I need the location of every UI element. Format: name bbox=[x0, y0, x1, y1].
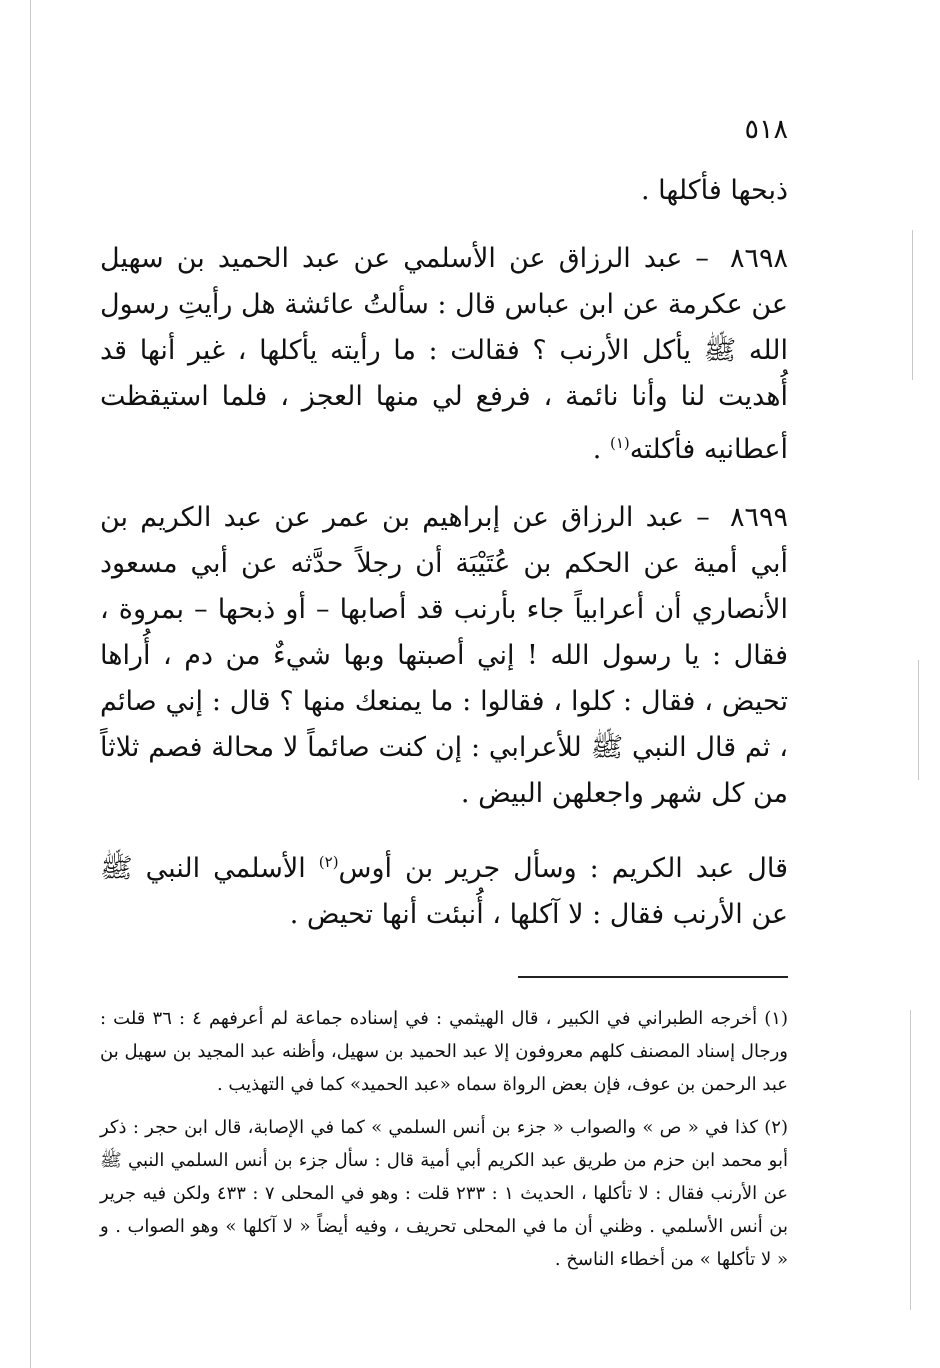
hadith-number: ٨٦٩٩ bbox=[729, 502, 788, 533]
footnotes bbox=[100, 1002, 788, 1276]
footnote-reference[interactable]: (٢) bbox=[318, 853, 339, 871]
hadith-8699 bbox=[100, 495, 788, 817]
hadith-text: – عبد الرزاق عن الأسلمي عن عبد الحميد بن سهيل عن عكرمة عن ابن عباس قال : سألتُ عائشة هل رأيتِ رسول الله ﷺ يأكل الأرنب ؟ فقالت : ما رأيته يأكلها ، غير أنها قد أُهديت لنا وأنا نائمة ، فرفع لي منها العجز ، فلما استيقظت أعطانيه فأكلته bbox=[100, 243, 788, 465]
scan-edge-line-left bbox=[30, 0, 31, 1368]
page-number: ٥١٨ bbox=[744, 114, 788, 145]
book-page bbox=[100, 110, 788, 1276]
continuation-text: ذبحها فأكلها . bbox=[641, 175, 788, 206]
hadith-8698 bbox=[100, 236, 788, 473]
report-text-before-reference: قال عبد الكريم : وسأل جرير بن أوس bbox=[338, 853, 789, 884]
scan-edge-line-right-lower bbox=[910, 1010, 911, 1310]
scan-edge-line-right-upper bbox=[912, 230, 913, 380]
hadith-end: . bbox=[592, 434, 610, 465]
footnote-2: (٢) كذا في « ص » والصواب « جزء بن أنس السلمي » كما في الإصابة، قال ابن حجر : ذكر أبو محمد ابن حزم من طريق عبد الكريم أبي أمية قال : سأل جزء بن أنس السلمي النبي ﷺ عن الأرنب فقال : لا تأكلها ، الحديث ١ : ٢٣٣ قلت : وهو في المحلى ٧ : ٤٣٣ ولكن فيه جرير بن أنس الأسلمي . وظني أن ما في المحلى تحريف ، وفيه أيضاً « لا آكلها » وهو الصواب . و « لا تأكلها » من أخطاء الناسخ . bbox=[100, 1117, 789, 1270]
hadith-number: ٨٦٩٨ bbox=[729, 243, 788, 274]
footnote-1: (١) أخرجه الطبراني في الكبير ، قال الهيثمي : في إسناده جماعة لم أعرفهم ٤ : ٣٦ قلت : ورجال إسناد المصنف كلهم معروفون إلا عبد الحميد بن سهيل، وأظنه عبد المجيد بن سهيل بن عبد الرحمن بن عوف، فإن بعض الرواة سماه «عبد الحميد» كما في التهذيب . bbox=[100, 1008, 788, 1095]
footnote-divider bbox=[518, 976, 788, 978]
footnote-reference[interactable]: (١) bbox=[609, 434, 630, 452]
scan-edge-line-right-middle bbox=[918, 660, 919, 780]
hadith-text: – عبد الرزاق عن إبراهيم بن عمر عن عبد الكريم بن أبي أمية عن الحكم بن عُتَيْبَة أن رجلاً حدَّثه عن أبي مسعود الأنصاري أن أعرابياً جاء بأرنب قد أصابها – أو ذبحها – بمروة ، فقال : يا رسول الله ! إني أصبتها وبها شيءٌ من دم ، أُراها تحيض ، فقال : كلوا ، فقالوا : ما يمنعك منها ؟ قال : إني صائم ، ثم قال النبي ﷺ للأعرابي : إن كنت صائماً لا محالة فصم ثلاثاً من كل شهر واجعلهن البيض . bbox=[100, 502, 788, 809]
report-text-after-reference: الأسلمي النبي ﷺ عن الأرنب فقال : لا آكلها ، أُنبئت أنها تحيض . bbox=[100, 853, 788, 930]
main-text bbox=[100, 168, 788, 938]
abd-alkarim-report bbox=[100, 839, 788, 938]
